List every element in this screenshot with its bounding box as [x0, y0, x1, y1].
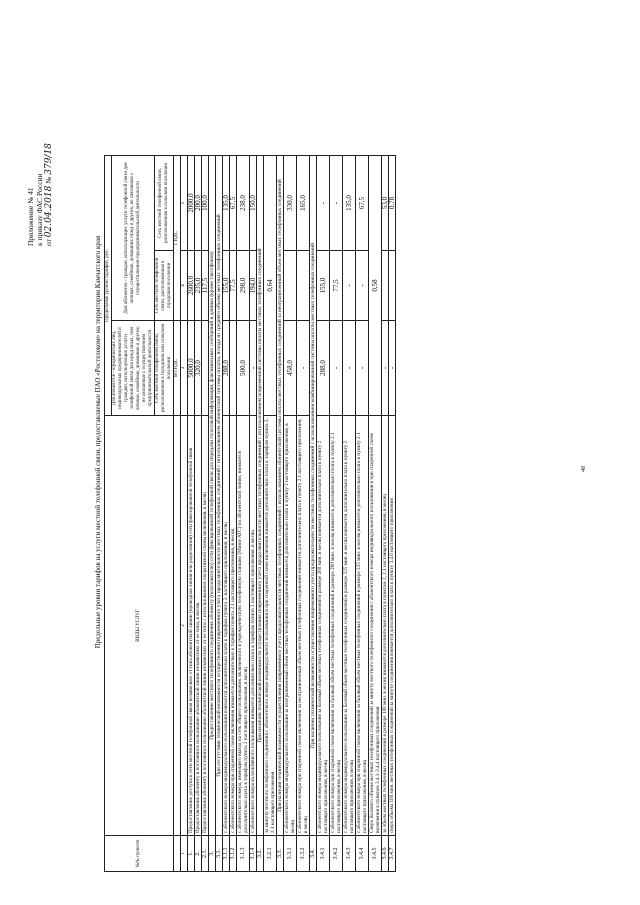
table-row	[343, 156, 356, 872]
service-description: Предоставление абоненту в постоянное пользование абонентской линии независимо от ее типа с использованием оперативной схемы включения, в месяц	[202, 416, 209, 836]
tariff-value-b	[284, 251, 297, 321]
tariff-value-a: -	[250, 321, 257, 416]
table-row	[369, 156, 382, 872]
tariff-value-c: 53,0	[382, 156, 389, 251]
row-number: 3.4.1	[317, 836, 330, 872]
network-header-urban: Сеть местной телефонной связи, расположенная в городском поселении	[155, 251, 174, 321]
column-index: 3	[181, 321, 188, 416]
row-number: 3.4.6	[382, 836, 389, 872]
tariff-table	[104, 155, 396, 872]
service-description: Сверх базового объема местных телефонных соединений за минуту местного телефонного соединения с абонентского номера индивидуального пользования и при спаренной схеме включения к пунктам 3.4.1-3.4.4 настоящего приложения	[369, 416, 382, 836]
table-row	[230, 156, 237, 872]
row-number: 3.1.1	[223, 836, 230, 872]
network-header-city-or-village: Сеть местной телефонной связи, расположенная в городском или сельском поселении	[155, 321, 174, 416]
tariff-value-a: -	[297, 321, 310, 416]
row-number: 3.2.1	[264, 836, 277, 872]
tariff-value-c: 150,0	[250, 156, 257, 251]
appendix-line-3	[44, 16, 54, 246]
table-row	[277, 156, 284, 872]
row-number: 3.4.5	[369, 836, 382, 872]
vat-excluded-label: без НДС	[174, 321, 181, 416]
appendix-line-1: Приложение № 41	[26, 187, 35, 246]
service-description: с абонентского номера индивидуального пользования за неограниченный объем местных телефонных соединений взимается дополнительно плата к пункту 2 настоящего приложения, в месяц	[284, 416, 297, 836]
tariff-value-a: -	[343, 321, 356, 416]
row-number: 3.1.4	[250, 836, 257, 872]
tariff-value-a	[230, 321, 237, 416]
tariff-value-a: 458,0	[284, 321, 297, 416]
row-number: 3.4.2	[330, 836, 343, 872]
tariff-value-a: 500,0	[237, 321, 250, 416]
service-description: с абонентского номера, имеющего выход на сеть общего пользования, включенного в учрежденческую телефонную станцию (Мини-АТС) по абонентской линии, взимается дополнительно плата к тарифам пункта 2 настоящего приложения, в месяц	[237, 416, 250, 836]
vat-row-spacer	[174, 836, 181, 872]
tariff-value-b: 117,5	[202, 251, 209, 321]
service-description: Предоставление доступа к сети местной телефонной связи независимо от типа абонентской линии (проводная линия или радиолиния) сети фиксированной телефонной связи	[188, 416, 195, 836]
vat-included-label: с НДС	[174, 156, 181, 321]
tariff-value-a: -	[382, 321, 389, 416]
table-row	[330, 156, 343, 872]
service-description: с абонентского номера индивидуального пользования за базовый объем местных телефонных соединений в размере 280 мин. в месяц взимается дополнительно плата к пункту 2 настоящего приложения, в месяц	[317, 416, 330, 836]
column-header-service: ВИДЫ УСЛУГ	[105, 416, 174, 836]
tariff-value-c: 135,0	[343, 156, 356, 251]
tariff-value-b	[389, 251, 396, 321]
tariff-value-c: 67,5	[356, 156, 369, 251]
service-description: с абонентского номера коллективного пользования взимается дополнительно плата к тарифам пункта 2 настоящего приложения, в месяц	[250, 416, 257, 836]
row-number: 2.1.	[202, 836, 209, 872]
table-row	[188, 156, 195, 872]
row-number: 3.3.1	[284, 836, 297, 872]
row-number: 3.	[209, 836, 216, 872]
table-body	[188, 156, 396, 872]
subheader-citizens: Для абонентов - граждан, использующих услуги телефонной связи для личных, семейных, домашних нужд и других, не связанных с осуществлением предпринимательской деятельности	[112, 156, 155, 321]
table-row	[223, 156, 230, 872]
appendix-line-2: к приказу ФАС России	[35, 173, 44, 246]
vat-row-spacer	[174, 416, 181, 836]
appendix-from-label: от	[44, 239, 53, 246]
row-number: 3.3.2	[297, 836, 310, 872]
section-heading: При наличии технической возможности осуществления повременного учета продолжительности местных телефонных соединений с использованием комбинированной системы оплаты местных телефонных соединений	[310, 156, 317, 836]
tariff-value-a: -	[330, 321, 343, 416]
tariff-value-b: 298,0	[237, 251, 250, 321]
tariff-value-c: 2000,0	[188, 156, 195, 251]
tariff-value-a	[202, 321, 209, 416]
row-number: 3.3.	[277, 836, 284, 872]
service-description: с абонентского номера при спаренной схеме включения за неограниченный объем местных телефонных соединений взимается дополнительно плата к пункту 2.1 настоящего приложения, в месяц	[297, 416, 310, 836]
service-description: Предоставление абоненту в постоянное пользование абонентской линии независимо от ее типа, в месяц	[195, 416, 202, 836]
table-row	[264, 156, 277, 872]
table-row	[237, 156, 250, 872]
tariff-value-c: 200,0	[195, 156, 202, 251]
tariff-value-c: 0,78	[389, 156, 396, 251]
row-number: 3.4.4	[356, 836, 369, 872]
service-description: с абонентского номера при спаренной схеме включения за базовый объем местных телефонных соединений в размере 280 мин. в месяц взимается дополнительно плата к пункту 2.1 настоящего приложения, в месяц	[330, 416, 343, 836]
row-number: 3.4.7	[389, 836, 396, 872]
column-header-number: №№ пунктов	[105, 836, 174, 872]
tariff-value-b: 194,0	[250, 251, 257, 321]
service-description: с абонентского номера при спаренной схеме включения за базовый объем местных телефонных соединений в размере 225 мин. в месяц взимается дополнительно плата к пункту 2.1 настоящего приложения, в месяц	[356, 416, 369, 836]
tariff-value-a: -	[356, 321, 369, 416]
table-row	[317, 156, 330, 872]
tariff-value-c: -	[330, 156, 343, 251]
table-row	[356, 156, 369, 872]
rotated-landscape-page	[26, 12, 596, 872]
subheader-legal-entities: Для абонентов - юридических лиц, индивидуальных предпринимателей и граждан, использующих услуги телефонной связи для нужд иных, чем личные, семейные, домашние и другие, не связанные с осуществлением предпринимательской деятельности	[112, 321, 155, 416]
column-index: 4	[181, 251, 188, 321]
table-row	[284, 156, 297, 872]
service-description: за объем местных телефонных соединений в размере 100 мин. в месяц взимается дополнительно плата к пунктам 2, 2.1 настоящего приложения, в месяц	[382, 416, 389, 836]
row-number: 3.2.	[257, 836, 264, 872]
handwritten-date: 02.04.2018	[44, 185, 54, 238]
tariff-value-a: 288,0	[317, 321, 330, 416]
tariff-value-c: 330,0	[284, 156, 297, 251]
service-description: сверх объема 100 мин. местных телефонных соединений за минуту соединения взимается дополнительно плата к пункту 3.4.6 настоящего приложения	[389, 416, 396, 836]
row-number: 3.1.	[216, 836, 223, 872]
table-row	[310, 156, 317, 872]
tariff-value-c: 67,5	[230, 156, 237, 251]
section-heading: При наличии технической возможности осуществления повременного учета продолжительности местных телефонных соединений с использованием повременной системы оплаты местных телефонных соединений	[257, 156, 264, 836]
row-number: 3.4.3	[343, 836, 356, 872]
tariff-value-b: 235,0	[195, 251, 202, 321]
row-number: 3.1.2	[230, 836, 237, 872]
tariff-value-c: 100,0	[202, 156, 209, 251]
column-group-header: Предельные уровни тарифов, руб.	[105, 156, 112, 416]
tariff-value-b: 155,0	[317, 251, 330, 321]
tariff-value-merged: 0,64	[264, 156, 277, 416]
tariff-value-c: 135,0	[223, 156, 230, 251]
document-title: Предельные уровни тарифов на услуги местной телефонной связи, предоставляемые ПАО «Ростелеком» на территории Камчатского края	[94, 235, 102, 649]
column-index: 1	[181, 836, 188, 872]
section-heading: Предоставление местного телефонного соединения абоненту (пользователю) сети фиксированной телефонной связи для передачи голосовой информации, факсимильных сообщений и данных (кроме таксофонов)	[209, 156, 216, 836]
section-heading: При наличии технической возможности осуществления повременного учета продолжительности местных телефонных соединений с использованием абонентской системы оплаты местных телефонных соединений за неограниченный объем местных телефонных соединений	[277, 156, 284, 836]
section-heading: При отсутствии технической возможности осуществления повременного учета продолжительности местных телефонных соединений с использованием абонентской системы оплаты, исходя из среднего объема местных телефонных соединений	[216, 156, 223, 836]
service-description: за минуту местного телефонного соединения с абонентского номера индивидуального пользования и при спаренной схеме включения взимается дополнительно плата к тарифам пункта 2, 2.1 настоящего приложения	[264, 416, 277, 836]
row-number: 3.1.3	[237, 836, 250, 872]
table-row	[202, 156, 209, 872]
network-header-rural: Сеть местной телефонной связи, расположенная в сельском поселении	[155, 156, 174, 251]
table-row	[209, 156, 216, 872]
tariff-value-a: 320,0	[195, 321, 202, 416]
tariff-value-b: -	[343, 251, 356, 321]
tariff-value-b	[297, 251, 310, 321]
table-row	[382, 156, 389, 872]
table-row	[257, 156, 264, 872]
tariff-value-b: 2600,0	[188, 251, 195, 321]
tariff-value-merged: 0,58	[369, 156, 382, 416]
tariff-value-a: -	[389, 321, 396, 416]
service-description: с абонентского номера индивидуального пользования за базовый объем местных телефонных соединений в размере 225 мин. в месяц взимается дополнительно плата к пункту 2 настоящего приложения, в месяц	[343, 416, 356, 836]
row-number: 1.	[188, 836, 195, 872]
table-row	[195, 156, 202, 872]
tariff-value-c: 238,0	[237, 156, 250, 251]
appendix-header	[26, 16, 54, 246]
tariff-value-b	[382, 251, 389, 321]
service-description: с абонентского номера индивидуального пользования взимается дополнительно плата к тарифам пункта 2. настоящего приложения, в месяц	[223, 416, 230, 836]
column-index: 5	[181, 156, 188, 251]
table-row	[297, 156, 310, 872]
row-number: 3.4.	[310, 836, 317, 872]
tariff-value-b: 155,0	[223, 251, 230, 321]
tariff-value-a: 5000,0	[188, 321, 195, 416]
tariff-value-b: 77,5	[230, 251, 237, 321]
service-description: с абонентского номера при спаренной схеме включения взимается дополнительно к тарифам пункта 2.1 настоящего приложения, в месяц	[230, 416, 237, 836]
table-row	[216, 156, 223, 872]
column-index: 2	[181, 416, 188, 836]
tariff-value-b: -	[356, 251, 369, 321]
appendix-number-label: №	[44, 176, 53, 184]
tariff-value-a: 288,0	[223, 321, 230, 416]
tariff-value-c: -	[317, 156, 330, 251]
handwritten-number: 379/18	[44, 143, 54, 175]
tariff-value-b: 77,5	[330, 251, 343, 321]
page-number: 48	[581, 466, 587, 472]
table-row	[250, 156, 257, 872]
row-number: 2.	[195, 836, 202, 872]
table-row	[389, 156, 396, 872]
tariff-value-c: 165,0	[297, 156, 310, 251]
